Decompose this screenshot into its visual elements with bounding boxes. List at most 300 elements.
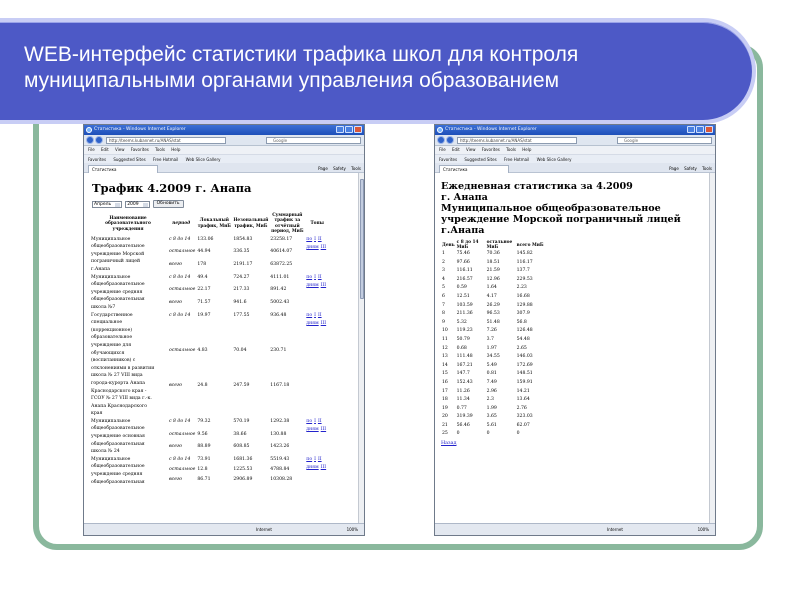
link-po[interactable]: по <box>306 312 313 318</box>
institution-name-line: Краснодарского края - <box>91 388 147 394</box>
institution-name-line: Государственное <box>91 312 133 318</box>
day-time-cell: 5.32 <box>456 319 467 325</box>
status-bar <box>84 523 364 535</box>
link-iii[interactable]: III <box>320 244 327 250</box>
total-traffic: 130.88 <box>270 431 287 437</box>
link-dnyam[interactable]: дням <box>306 426 319 432</box>
institution-name-line: общеобразовательное <box>91 426 145 432</box>
menu-view[interactable]: View <box>115 147 125 152</box>
period-kind: остальное <box>169 348 196 353</box>
institution-name-line: Муниципальное <box>91 418 131 424</box>
table-row <box>441 302 546 311</box>
institution-name-line: города-курорта Анапа <box>91 380 146 386</box>
fav-favorites[interactable]: Favorites <box>88 157 107 162</box>
local-traffic: 12.8 <box>197 466 208 472</box>
col-other: остальное МиБ <box>486 240 513 250</box>
maximize-button[interactable] <box>345 126 353 133</box>
total-traffic: 10308.28 <box>270 477 293 483</box>
table-row <box>441 370 546 379</box>
day-cell: 21 <box>442 422 448 428</box>
nonzonal-traffic: 217.33 <box>233 287 250 293</box>
link-i[interactable]: I <box>314 418 316 424</box>
col-day: День <box>442 242 455 248</box>
total-traffic: 1292.38 <box>270 418 290 424</box>
nonzonal-traffic: 941.6 <box>233 299 247 305</box>
fav-web-slice-gallery[interactable]: Web Slice Gallery <box>536 157 572 162</box>
table-row <box>441 293 546 302</box>
link-dnyam[interactable]: дням <box>306 282 319 288</box>
day-time-cell: 103.59 <box>456 302 473 308</box>
link-po[interactable]: по <box>306 274 313 280</box>
page-content <box>84 173 358 523</box>
sum-cell: 229.53 <box>516 276 533 282</box>
institution-name-line: Анапа Краснодарского <box>91 403 148 409</box>
day-time-cell: 11.26 <box>456 388 470 394</box>
sum-cell: 146.03 <box>516 354 533 360</box>
period-kind: остальное <box>169 431 196 437</box>
menu-favorites[interactable]: Favorites <box>481 147 500 152</box>
daily-table <box>441 240 546 439</box>
tool-page[interactable]: Page <box>318 166 328 171</box>
back-arrow-icon[interactable] <box>437 136 445 144</box>
back-arrow-icon[interactable] <box>86 136 94 144</box>
table-row <box>90 274 329 287</box>
table-row <box>441 276 546 285</box>
period-kind: всего <box>169 261 183 267</box>
institution-name <box>90 274 166 312</box>
total-traffic: 4788.84 <box>270 466 290 472</box>
day-cell: 10 <box>442 328 448 334</box>
menu-file[interactable]: File <box>88 147 95 152</box>
window-titlebar <box>84 125 364 135</box>
browser-window-traffic <box>83 124 365 536</box>
other-cell: 3.7 <box>486 336 494 342</box>
nonzonal-traffic: 1854.83 <box>233 236 253 242</box>
other-cell: 1.97 <box>486 345 497 351</box>
status-bar <box>435 523 715 535</box>
day-time-cell: 12.51 <box>456 293 470 299</box>
other-cell: 18.51 <box>486 259 500 265</box>
institution-name-line: общеобразовательная <box>91 479 145 485</box>
nonzonal-traffic: 1225.53 <box>233 466 253 472</box>
scrollbar-thumb[interactable] <box>360 179 364 299</box>
day-cell: 12 <box>442 345 448 351</box>
tool-tools[interactable]: Tools <box>351 166 361 171</box>
nonzonal-traffic: 38.66 <box>233 431 247 437</box>
sum-cell: 148.51 <box>516 371 533 377</box>
links-cell <box>305 418 329 456</box>
local-traffic: 19.97 <box>197 312 211 318</box>
institution-name <box>90 312 166 418</box>
page-content <box>435 173 709 523</box>
day-time-cell: 0.68 <box>456 345 467 351</box>
page-heading: Трафик 4.2009 г. Анапа <box>92 181 252 195</box>
search-field[interactable]: Google <box>617 137 712 144</box>
window-titlebar <box>435 125 715 135</box>
nonzonal-traffic: 724.27 <box>233 274 250 280</box>
table-row <box>90 236 329 249</box>
institution-name-line: Муниципальное <box>91 236 131 242</box>
other-cell: 51.48 <box>486 319 500 325</box>
col-local: Локальный трафик, МиБ <box>197 218 231 229</box>
link-ii[interactable]: II <box>317 312 322 318</box>
table-row <box>441 405 546 414</box>
day-cell: 7 <box>442 302 445 308</box>
link-iii[interactable]: III <box>320 464 327 470</box>
period-kind: с 8 до 14 <box>169 274 191 280</box>
day-time-cell: 152.43 <box>456 379 473 385</box>
institution-name-line: отклонениями в развитии <box>91 365 155 371</box>
other-cell: 5.49 <box>486 362 497 368</box>
tab-bar <box>435 163 715 173</box>
day-cell: 6 <box>442 293 445 299</box>
total-traffic: 4111.01 <box>270 274 290 280</box>
sum-cell: 145.82 <box>516 251 533 256</box>
link-po[interactable]: по <box>306 236 313 242</box>
nonzonal-traffic: 177.55 <box>233 312 250 318</box>
sum-cell: 54.48 <box>516 336 530 342</box>
fav-suggested-sites[interactable]: Suggested Sites <box>113 157 146 162</box>
institution-name <box>90 456 166 486</box>
local-traffic: 22.17 <box>197 287 211 293</box>
institution-name-line: учреждение средняя <box>91 472 143 478</box>
nonzonal-traffic: 70.04 <box>233 348 247 353</box>
other-cell: 7.26 <box>486 328 497 334</box>
table-row <box>441 259 546 268</box>
day-cell: 19 <box>442 405 448 411</box>
day-time-cell: 0.77 <box>456 405 467 411</box>
link-iii[interactable]: III <box>320 426 327 432</box>
traffic-table <box>90 212 329 486</box>
period-kind: всего <box>169 444 183 450</box>
table-row <box>441 379 546 388</box>
menu-edit[interactable]: Edit <box>100 147 109 152</box>
table-row <box>441 430 546 439</box>
col-nonzonal: Незональный трафик, МиБ <box>233 218 269 229</box>
institution-name-line: обучающихся <box>91 350 125 356</box>
back-link[interactable]: Назад <box>441 441 457 447</box>
status-zone: Internet <box>607 527 623 532</box>
sum-cell: 307.9 <box>516 311 530 317</box>
day-time-cell: 56.46 <box>456 422 470 428</box>
address-bar <box>435 135 715 146</box>
table-row <box>441 319 546 328</box>
other-cell: 0.81 <box>486 371 497 377</box>
link-i[interactable]: I <box>314 456 316 462</box>
day-cell: 2 <box>442 259 445 265</box>
other-cell: 3.65 <box>486 414 497 420</box>
day-cell: 16 <box>442 379 448 385</box>
institution-name-line: общеобразовательная <box>91 297 145 303</box>
sum-cell: 56.8 <box>516 319 527 325</box>
table-row <box>90 312 329 347</box>
institution-name-line: общеобразовательное <box>91 282 145 288</box>
menu-help[interactable]: Help <box>171 147 181 152</box>
total-traffic: 5519.43 <box>270 456 290 462</box>
link-dnyam[interactable]: дням <box>306 244 319 250</box>
link-po[interactable]: по <box>306 456 313 462</box>
link-i[interactable]: I <box>314 312 316 318</box>
forward-arrow-icon[interactable] <box>95 136 103 144</box>
table-row <box>441 388 546 397</box>
day-time-cell: 211.36 <box>456 311 473 317</box>
other-cell: 2.96 <box>486 388 497 394</box>
institution-name <box>90 418 166 456</box>
institution-name-line: учреждение Морской <box>91 251 145 257</box>
fav-free-hotmail[interactable]: Free Hotmail <box>152 157 179 162</box>
other-cell: 1.64 <box>486 285 497 291</box>
institution-name-line: г.Анапа <box>91 267 110 272</box>
institution-name-line: Муниципальное <box>91 456 131 462</box>
day-cell: 25 <box>442 431 448 437</box>
link-ii[interactable]: II <box>317 418 322 424</box>
institution-name-line: специальное <box>91 320 123 326</box>
table-row <box>441 396 546 405</box>
slide-title <box>24 42 724 94</box>
tab-bar <box>84 163 364 173</box>
institution-name-line: (коррекционное) <box>91 327 133 333</box>
local-traffic: 79.32 <box>197 418 211 424</box>
close-button[interactable] <box>354 126 362 133</box>
link-ii[interactable]: II <box>317 456 322 462</box>
table-row <box>441 362 546 371</box>
local-traffic: 49.4 <box>197 274 208 280</box>
col-tops: Топы <box>310 221 324 227</box>
institution-name-line: образовательное <box>91 335 133 341</box>
menu-bar <box>435 146 715 154</box>
tab-statistics[interactable]: Статистика <box>439 165 509 173</box>
other-cell: 70.36 <box>486 251 500 256</box>
fav-web-slice-gallery[interactable]: Web Slice Gallery <box>185 157 221 162</box>
day-cell: 18 <box>442 397 448 403</box>
day-time-cell: 116.11 <box>456 268 473 274</box>
other-cell: 1.99 <box>486 405 497 411</box>
sum-cell: 62.07 <box>516 422 530 428</box>
total-traffic: 891.42 <box>270 287 287 293</box>
menu-favorites[interactable]: Favorites <box>130 147 149 152</box>
search-field[interactable]: Google <box>266 137 361 144</box>
vertical-scrollbar[interactable] <box>709 173 715 523</box>
other-cell: 26.29 <box>486 302 500 308</box>
day-cell: 9 <box>442 319 445 325</box>
menu-view[interactable]: View <box>466 147 476 152</box>
day-cell: 17 <box>442 388 448 394</box>
other-cell: 96.53 <box>486 311 500 317</box>
fav-suggested-sites[interactable]: Suggested Sites <box>464 157 497 162</box>
day-cell: 5 <box>442 285 445 291</box>
institution-name-line: (воспитанников) с <box>91 358 136 364</box>
other-cell: 2.3 <box>486 397 494 403</box>
institution-name-line: Муниципальное <box>91 274 131 280</box>
day-cell: 20 <box>442 414 448 420</box>
period-kind: всего <box>169 477 183 483</box>
sum-cell: 0 <box>516 431 520 437</box>
table-row <box>90 418 329 431</box>
total-traffic: 23258.17 <box>270 236 293 242</box>
day-cell: 1 <box>442 251 445 256</box>
total-traffic: 63872.25 <box>270 261 293 267</box>
forward-arrow-icon[interactable] <box>446 136 454 144</box>
nonzonal-traffic: 608.85 <box>233 444 250 450</box>
local-traffic: 9.56 <box>197 431 208 437</box>
period-kind: всего <box>169 299 183 305</box>
link-dnyam[interactable]: дням <box>306 464 319 470</box>
col-period: период <box>172 221 191 227</box>
menu-edit[interactable]: Edit <box>451 147 460 152</box>
sum-cell: 126.48 <box>516 328 533 334</box>
heading-line-2: г. Анапа <box>441 192 488 203</box>
day-cell: 13 <box>442 354 448 360</box>
other-cell: 0 <box>486 431 490 437</box>
table-row <box>441 267 546 276</box>
minimize-button[interactable] <box>336 126 344 133</box>
other-cell: 12.96 <box>486 276 500 282</box>
day-time-cell: 319.39 <box>456 414 473 420</box>
local-traffic: 178 <box>197 261 207 267</box>
link-ii[interactable]: II <box>317 274 322 280</box>
nonzonal-traffic: 247.59 <box>233 383 250 389</box>
menu-file[interactable]: File <box>439 147 446 152</box>
ie-logo-icon <box>86 127 92 133</box>
institution-name-line: общеобразовательная <box>91 441 145 447</box>
link-po[interactable]: по <box>306 418 313 424</box>
link-dnyam[interactable]: дням <box>306 320 319 326</box>
links-cell <box>305 274 329 312</box>
link-ii[interactable]: II <box>317 236 322 242</box>
day-time-cell: 0 <box>456 431 460 437</box>
day-cell: 15 <box>442 371 448 377</box>
col-day-time: с 8 до 14 МиБ <box>456 240 479 250</box>
nonzonal-traffic: 2906.89 <box>233 477 253 483</box>
sum-cell: 323.03 <box>516 414 533 420</box>
local-traffic: 73.91 <box>197 456 211 462</box>
sum-cell: 2.65 <box>516 345 527 351</box>
tab-statistics[interactable]: Статистика <box>88 165 158 173</box>
link-i[interactable]: I <box>314 236 316 242</box>
slide-title-line-2: муниципальными органами управления образованием <box>24 69 560 92</box>
other-cell: 7.49 <box>486 379 497 385</box>
other-cell: 34.55 <box>486 354 500 360</box>
sum-cell: 129.88 <box>516 302 533 308</box>
total-traffic: 40614.07 <box>270 249 293 255</box>
day-time-cell: 147.7 <box>456 371 470 377</box>
menu-help[interactable]: Help <box>522 147 532 152</box>
link-iii[interactable]: III <box>320 282 327 288</box>
day-time-cell: 216.57 <box>456 276 473 282</box>
day-cell: 4 <box>442 276 445 282</box>
tool-safety[interactable]: Safety <box>684 166 697 171</box>
fav-free-hotmail[interactable]: Free Hotmail <box>503 157 530 162</box>
local-traffic: 71.57 <box>197 299 211 305</box>
ie-logo-icon <box>437 127 443 133</box>
local-traffic: 133.06 <box>197 236 214 242</box>
sum-cell: 159.91 <box>516 379 533 385</box>
table-row <box>441 413 546 422</box>
col-institution: Наименование образовательного учреждения <box>105 215 151 232</box>
url-field[interactable]: http://teems.kubannet.ru/ANAS/stat <box>106 137 226 144</box>
tool-page[interactable]: Page <box>669 166 679 171</box>
period-kind: с 8 до 14 <box>169 456 191 462</box>
institution-name-line: общеобразовательное <box>91 244 145 250</box>
sum-cell: 116.17 <box>516 259 533 265</box>
period-kind: остальное <box>169 466 196 472</box>
period-kind: с 8 до 14 <box>169 418 191 424</box>
other-cell: 4.17 <box>486 293 497 299</box>
institution-name-line: учреждение для <box>91 342 132 348</box>
day-time-cell: 97.66 <box>456 259 470 265</box>
institution-name-line: школа № 27 VIII вида <box>91 373 143 379</box>
day-time-cell: 75.46 <box>456 251 470 256</box>
institution-name-line: ГСОУ № 27 VIII вида г.-к. <box>91 396 152 402</box>
favorites-bar <box>435 154 715 163</box>
links-cell <box>305 236 329 274</box>
close-button[interactable] <box>705 126 713 133</box>
day-cell: 8 <box>442 311 445 317</box>
menu-bar <box>84 146 364 154</box>
zoom-level[interactable]: 100% <box>697 527 709 532</box>
maximize-button[interactable] <box>696 126 704 133</box>
day-cell: 14 <box>442 362 448 368</box>
address-bar <box>84 135 364 146</box>
table-row <box>441 250 546 259</box>
total-traffic: 1167.18 <box>270 383 290 389</box>
col-total: Суммарный трафик за отчётный период, МиБ <box>271 213 304 235</box>
heading-line-5: г.Анапа <box>441 225 485 236</box>
period-kind: остальное <box>169 249 196 255</box>
local-traffic: 24.8 <box>197 383 208 389</box>
table-row <box>441 345 546 354</box>
menu-tools[interactable]: Tools <box>506 147 517 152</box>
local-traffic: 88.89 <box>197 444 211 450</box>
link-i[interactable]: I <box>314 274 316 280</box>
period-kind: с 8 до 14 <box>169 236 191 242</box>
total-traffic: 1423.26 <box>270 444 290 450</box>
minimize-button[interactable] <box>687 126 695 133</box>
month-select[interactable]: Апрель <box>92 201 122 208</box>
tool-safety[interactable]: Safety <box>333 166 346 171</box>
year-select[interactable]: 2009 <box>125 201 149 208</box>
links-cell <box>305 456 329 486</box>
url-field[interactable]: http://teems.kubannet.ru/ANAS/stat <box>457 137 577 144</box>
total-traffic: 936.48 <box>270 312 287 318</box>
refresh-button[interactable]: Обновить <box>153 200 184 208</box>
period-kind: остальное <box>169 287 196 293</box>
table-row <box>441 284 546 293</box>
status-zone: Internet <box>256 527 272 532</box>
tool-tools[interactable]: Tools <box>702 166 712 171</box>
sum-cell: 2.23 <box>516 285 527 291</box>
institution-name-line: учреждение средняя <box>91 289 143 295</box>
zoom-level[interactable]: 100% <box>346 527 358 532</box>
local-traffic: 86.71 <box>197 477 211 483</box>
table-row <box>441 310 546 319</box>
menu-tools[interactable]: Tools <box>155 147 166 152</box>
fav-favorites[interactable]: Favorites <box>439 157 458 162</box>
nonzonal-traffic: 1681.36 <box>233 456 253 462</box>
other-cell: 5.61 <box>486 422 497 428</box>
nonzonal-traffic: 2191.17 <box>233 261 253 267</box>
period-kind: с 8 до 14 <box>169 312 191 318</box>
table-row <box>441 327 546 336</box>
links-cell <box>305 312 329 418</box>
table-row <box>441 353 546 362</box>
vertical-scrollbar[interactable] <box>358 173 364 523</box>
sum-cell: 13.64 <box>516 397 530 403</box>
table-row <box>441 336 546 345</box>
sum-cell: 137.7 <box>516 268 530 274</box>
link-iii[interactable]: III <box>320 320 327 326</box>
browser-window-daily <box>434 124 716 536</box>
